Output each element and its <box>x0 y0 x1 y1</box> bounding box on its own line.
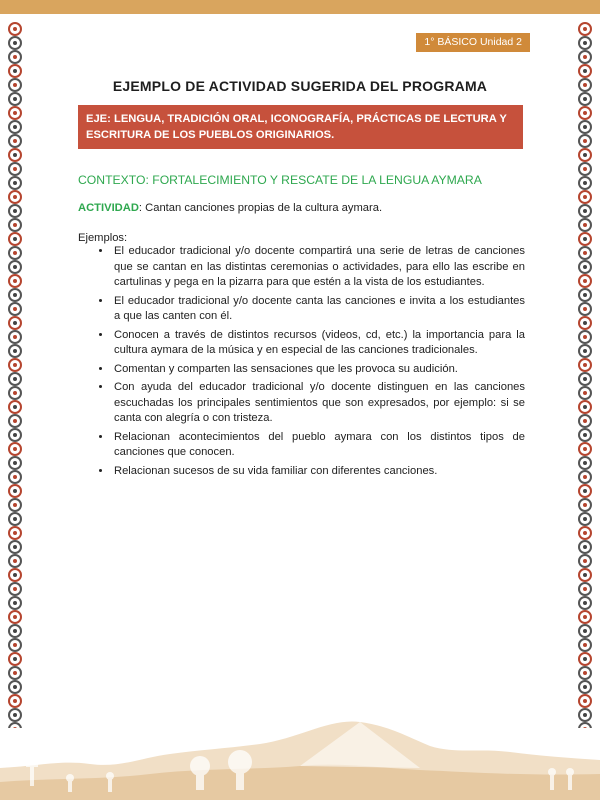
border-motif-dot <box>13 657 17 661</box>
left-decorative-border <box>4 22 26 728</box>
border-motif-dot <box>583 349 587 353</box>
border-motif-dot <box>13 139 17 143</box>
border-motif-dot <box>13 69 17 73</box>
border-motif-dot <box>583 153 587 157</box>
list-item: • Relacionan sucesos de su vida familiar con diferentes canciones. <box>112 464 525 480</box>
border-motif-dot <box>583 615 587 619</box>
top-band <box>0 0 600 14</box>
border-motif-dot <box>13 55 17 59</box>
border-motif-dot <box>13 237 17 241</box>
border-motif-dot <box>583 377 587 381</box>
border-motif-dot <box>13 181 17 185</box>
list-item: • El educador tradicional y/o docente canta las canciones e invita a los estudiantes a que las canten con él. <box>112 294 525 325</box>
border-motif-dot <box>13 489 17 493</box>
border-motif-dot <box>583 195 587 199</box>
border-motif-dot <box>13 629 17 633</box>
border-motif-dot <box>13 685 17 689</box>
border-motif-dot <box>13 41 17 45</box>
border-motif-dot <box>13 559 17 563</box>
border-motif-dot <box>13 671 17 675</box>
border-motif-dot <box>13 517 17 521</box>
border-motif-dot <box>583 111 587 115</box>
border-motif-dot <box>583 419 587 423</box>
border-motif-dot <box>583 307 587 311</box>
grade-unit-badge: 1° BÁSICO Unidad 2 <box>416 33 530 52</box>
border-motif-dot <box>583 265 587 269</box>
border-motif-dot <box>13 363 17 367</box>
border-motif-dot <box>583 587 587 591</box>
border-motif-dot <box>583 503 587 507</box>
border-motif-dot <box>13 27 17 31</box>
border-motif-dot <box>583 531 587 535</box>
border-motif-dot <box>583 125 587 129</box>
border-motif-dot <box>13 447 17 451</box>
border-motif-dot <box>13 321 17 325</box>
border-motif-dot <box>13 307 17 311</box>
page-title: EJEMPLO DE ACTIVIDAD SUGERIDA DEL PROGRAMA <box>112 78 488 94</box>
border-motif-dot <box>583 489 587 493</box>
border-motif-dot <box>583 433 587 437</box>
border-motif-dot <box>13 405 17 409</box>
border-motif-dot <box>13 503 17 507</box>
list-item: • Comentan y comparten las sensaciones que les provoca su audición. <box>112 362 525 378</box>
border-motif-dot <box>13 545 17 549</box>
list-item: • Relacionan acontecimientos del pueblo aymara con los distintos tipos de canciones que conocen. <box>112 430 525 461</box>
border-motif-dot <box>583 139 587 143</box>
border-motif-dot <box>583 545 587 549</box>
border-motif-dot <box>13 601 17 605</box>
border-motif-dot <box>13 335 17 339</box>
border-motif-dot <box>13 279 17 283</box>
border-motif-dot <box>13 111 17 115</box>
border-motif-dot <box>13 195 17 199</box>
border-motif-dot <box>13 125 17 129</box>
border-motif-dot <box>583 643 587 647</box>
ejemplos-label: Ejemplos: <box>78 232 128 244</box>
border-motif-dot <box>13 349 17 353</box>
border-motif-dot <box>13 377 17 381</box>
border-motif-dot <box>13 223 17 227</box>
border-motif-dot <box>13 433 17 437</box>
border-motif-dot <box>583 699 587 703</box>
border-motif-dot <box>13 293 17 297</box>
border-motif-dot <box>13 573 17 577</box>
border-motif-dot <box>13 475 17 479</box>
border-motif-dot <box>583 167 587 171</box>
border-motif-dot <box>13 251 17 255</box>
border-motif-dot <box>583 335 587 339</box>
border-motif-dot <box>583 685 587 689</box>
border-motif-dot <box>13 167 17 171</box>
actividad-line <box>78 202 382 214</box>
footer-landscape-illustration <box>0 708 600 800</box>
border-motif-dot <box>583 97 587 101</box>
list-item: • Con ayuda del educador tradicional y/o docente distinguen en las canciones escuchadas los principales sentimientos que son expresados, por ejemplo: si se canta con alegría o con tristeza. <box>112 380 525 427</box>
border-motif-dot <box>583 209 587 213</box>
list-item: • El educador tradicional y/o docente compartirá una serie de letras de canciones que se cantan en las distintas ceremonias o actividades, para ello las escribe en cartulinas y pega en la pizarra para que estén a la vista de los estudiantes. <box>112 244 525 291</box>
border-motif-dot <box>583 671 587 675</box>
border-motif-dot <box>583 293 587 297</box>
border-motif-dot <box>583 629 587 633</box>
border-motif-dot <box>583 657 587 661</box>
border-motif-dot <box>13 419 17 423</box>
border-motif-dot <box>583 363 587 367</box>
border-motif-dot <box>583 391 587 395</box>
examples-list <box>78 244 525 482</box>
border-motif-dot <box>583 321 587 325</box>
right-decorative-border <box>574 22 596 728</box>
border-motif-dot <box>13 615 17 619</box>
border-motif-dot <box>583 573 587 577</box>
list-item: • Conocen a través de distintos recursos (videos, cd, etc.) la importancia para la cultura aymara de la música y en especial de las canciones tradicionales. <box>112 328 525 359</box>
border-motif-dot <box>583 69 587 73</box>
border-motif-dot <box>13 209 17 213</box>
eje-banner: EJE: LENGUA, TRADICIÓN ORAL, ICONOGRAFÍA, PRÁCTICAS DE LECTURA Y ESCRITURA DE LOS PUEBLOS ORIGINARIOS. <box>78 105 523 149</box>
border-motif-dot <box>583 601 587 605</box>
border-motif-dot <box>583 223 587 227</box>
border-motif-dot <box>583 27 587 31</box>
border-motif-dot <box>13 153 17 157</box>
border-motif-dot <box>13 265 17 269</box>
border-motif-dot <box>13 531 17 535</box>
border-motif-dot <box>583 55 587 59</box>
border-motif-dot <box>583 559 587 563</box>
border-motif-dot <box>583 461 587 465</box>
contexto-heading: CONTEXTO: FORTALECIMIENTO Y RESCATE DE LA LENGUA AYMARA <box>78 173 482 187</box>
border-motif-dot <box>583 251 587 255</box>
border-motif-dot <box>583 279 587 283</box>
border-motif-dot <box>583 475 587 479</box>
border-motif-dot <box>13 461 17 465</box>
border-motif-dot <box>13 643 17 647</box>
border-motif-dot <box>583 405 587 409</box>
border-motif-dot <box>583 41 587 45</box>
actividad-text: : Cantan canciones propias de la cultura aymara. <box>138 202 383 214</box>
border-motif-dot <box>583 447 587 451</box>
border-motif-dot <box>583 517 587 521</box>
border-motif-dot <box>13 699 17 703</box>
border-motif-dot <box>583 181 587 185</box>
actividad-label: ACTIVIDAD <box>78 202 139 214</box>
border-motif-dot <box>13 97 17 101</box>
border-motif-dot <box>13 587 17 591</box>
border-motif-dot <box>13 391 17 395</box>
border-motif-dot <box>583 237 587 241</box>
